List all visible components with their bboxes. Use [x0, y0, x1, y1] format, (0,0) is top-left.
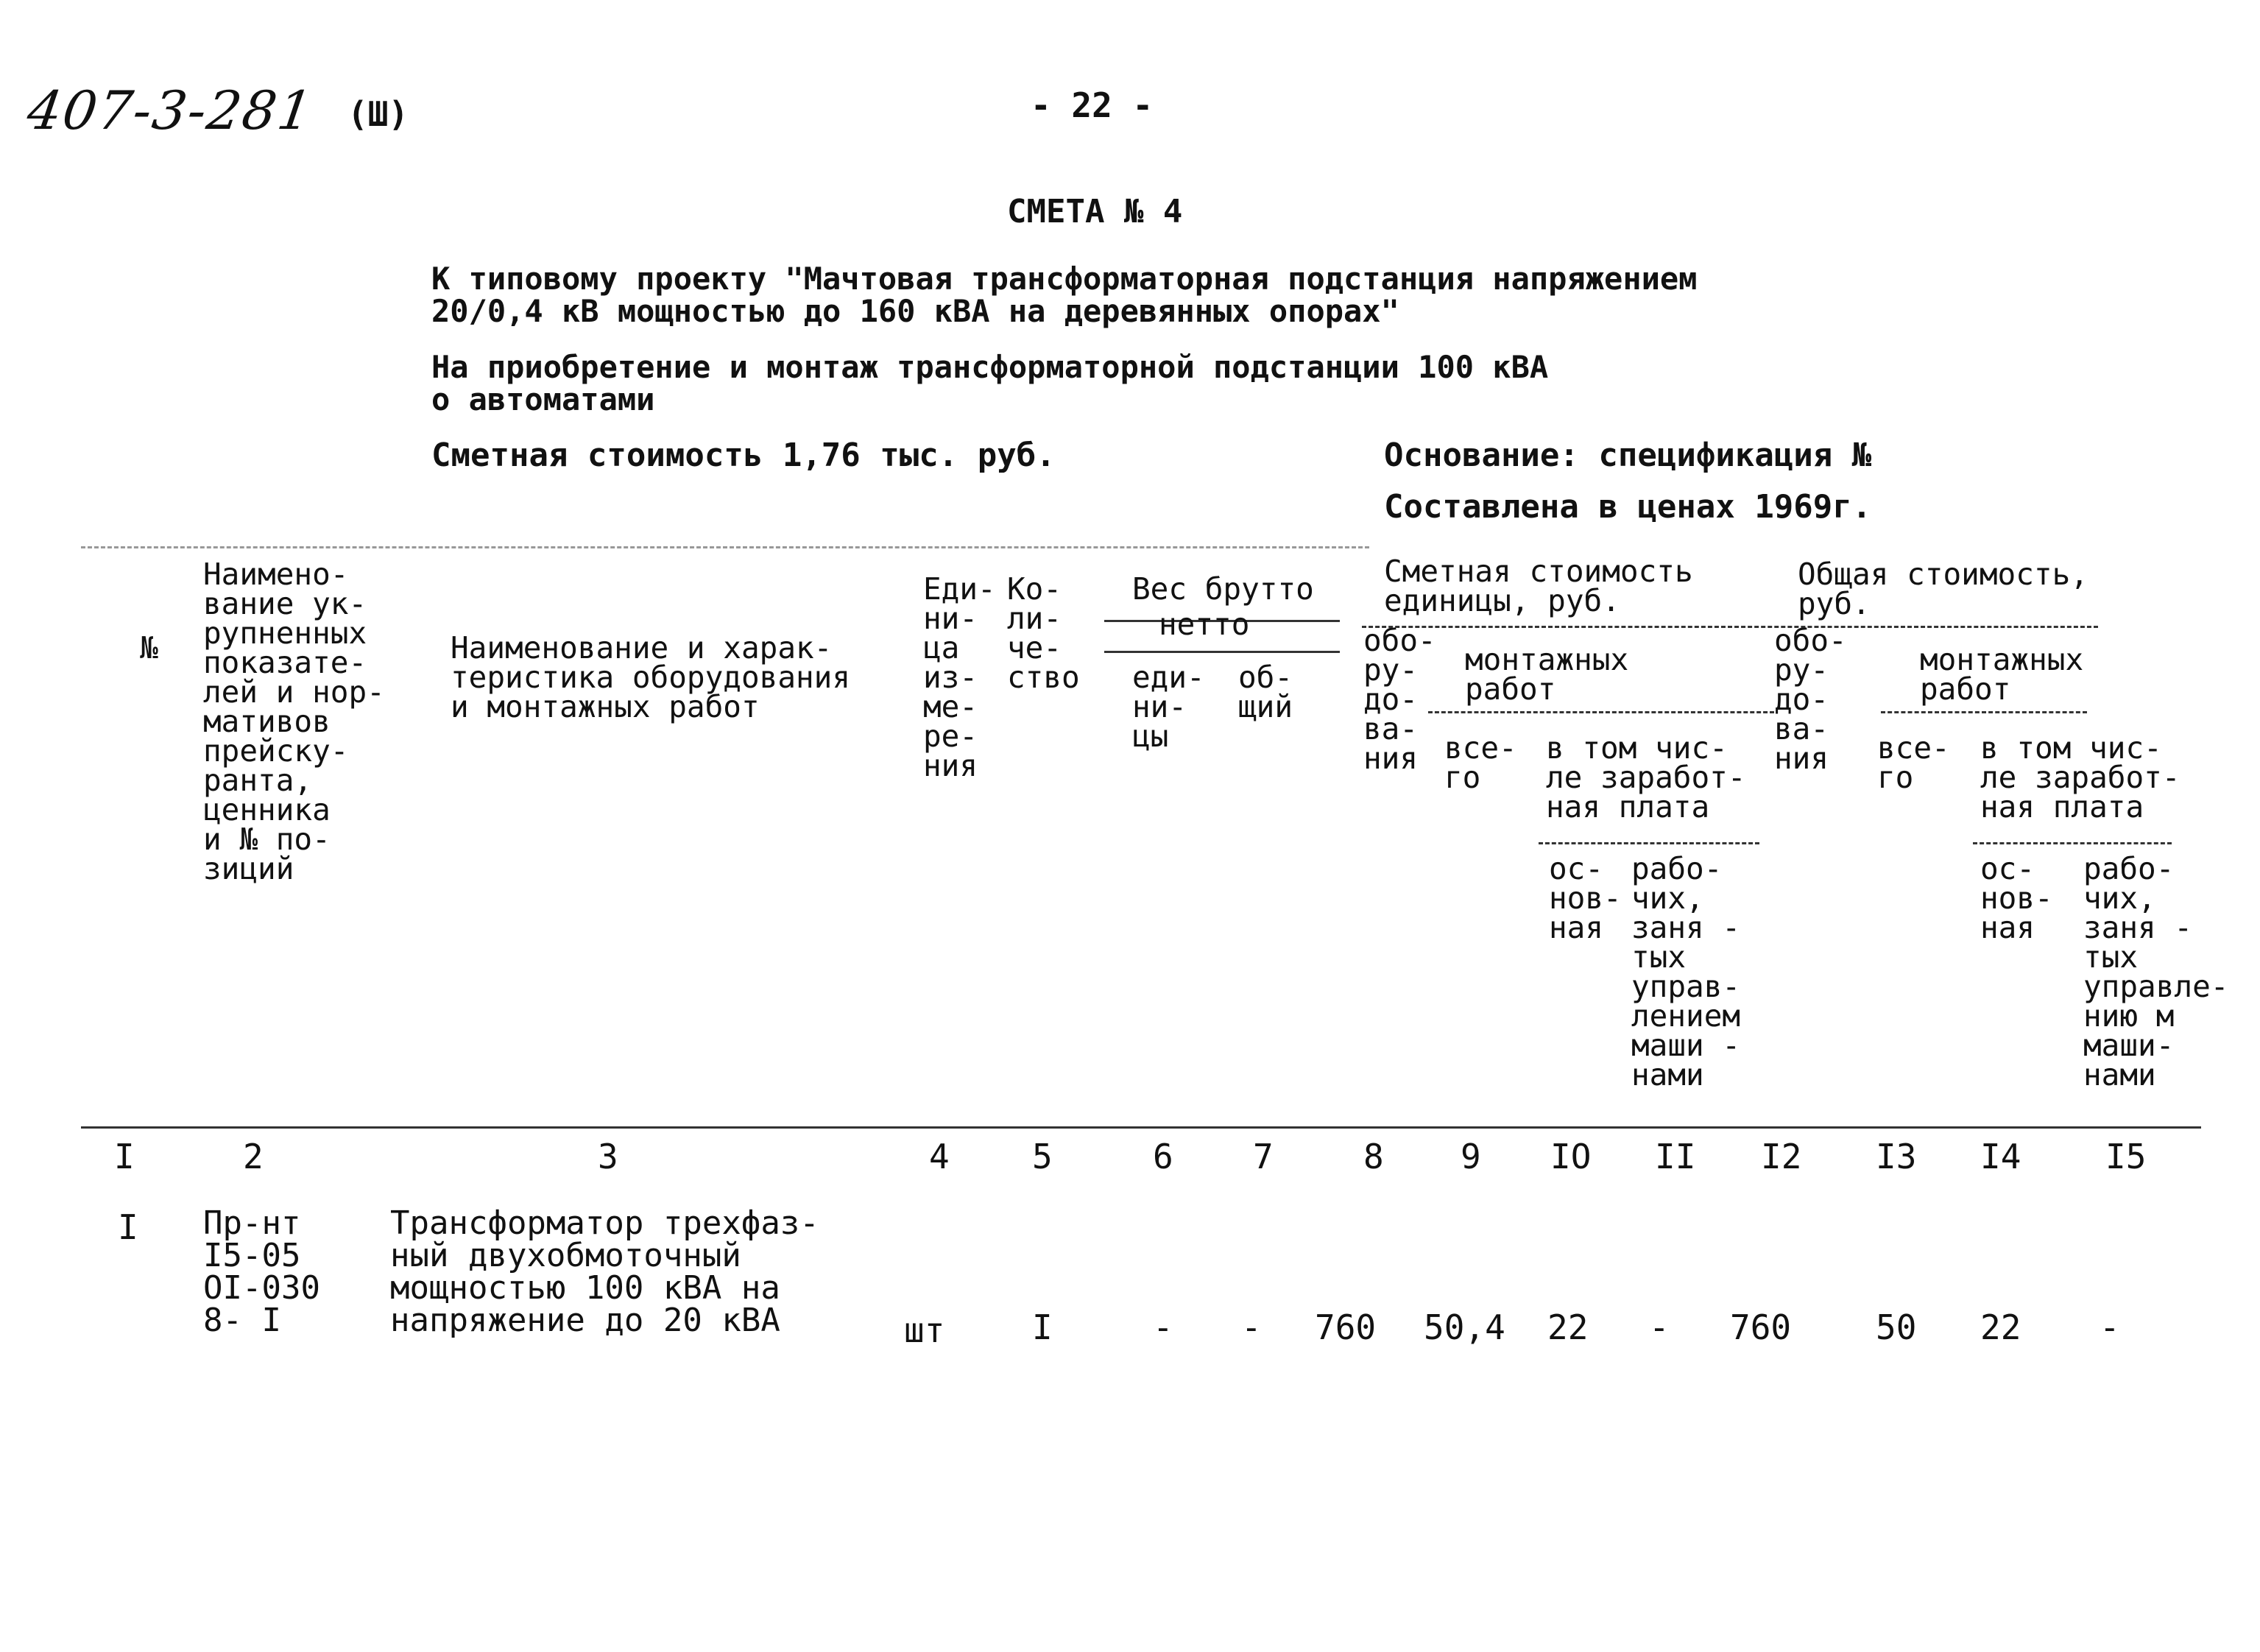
col-header-name: Наименование и харак- теристика оборудования и монтажных работ [451, 630, 851, 724]
unit-mont-rule [1428, 711, 1774, 713]
section-mark: (Ш) [347, 94, 409, 134]
col-number-13: I3 [1876, 1137, 1917, 1176]
col-number-1: I [114, 1137, 135, 1176]
col-number-3: 3 [598, 1137, 618, 1176]
col-number-9: 9 [1461, 1137, 1481, 1176]
col-header-pricelist: Наимено- вание ук- рупненных показате- лей и нор- мативов прейску- ранта, ценника и № по- зиций [203, 557, 385, 886]
basis: Основание: спецификация № [1384, 437, 1872, 474]
col-header-vsego-total: все- го [1877, 730, 1950, 795]
row-unit: шт [904, 1310, 945, 1350]
col-header-mont-unit: монтажных работ [1465, 642, 1629, 707]
row-mont-unit: 50,4 [1424, 1307, 1505, 1347]
col-header-num: № [140, 630, 158, 666]
col-number-12: I2 [1761, 1137, 1802, 1176]
col-header-equip-total: обо- ру- до- ва- ния [1774, 623, 1847, 776]
document-title: СМЕТА № 4 [1007, 193, 1183, 230]
row-pricelist-code: Пр-нт I5-05 OI-030 8- I [203, 1204, 320, 1339]
col-header-unit-cost: Сметная стоимость единицы, руб. [1384, 554, 1693, 618]
col-header-total-cost: Общая стоимость, руб. [1798, 557, 2088, 621]
col-header-equip-unit: обо- ру- до- ва- ния [1363, 623, 1436, 776]
row-wage-mach-unit: - [1649, 1307, 1670, 1347]
intro-line-3: На приобретение и монтаж трансформаторной подстанции 100 кВА [431, 349, 1549, 385]
weight-netto-rule [1104, 651, 1340, 653]
col-header-wage-base-total: ос- нов- ная [1980, 851, 2053, 945]
row-weight-total: - [1241, 1307, 1262, 1347]
col-number-15: I5 [2105, 1137, 2147, 1176]
row-wage-mach-total: - [2100, 1307, 2120, 1347]
col-number-2: 2 [243, 1137, 264, 1176]
row-item-name: Трансформатор трехфаз- ный двухобмоточный мощностью 100 кВА на напряжение до 20 кВА [390, 1204, 819, 1339]
col-number-6: 6 [1153, 1137, 1173, 1176]
col-header-weight-unit: еди- ни- цы [1132, 660, 1205, 754]
row-qty: I [1032, 1307, 1053, 1347]
col-header-vsego-unit: все- го [1444, 730, 1517, 795]
row-equip-total: 760 [1730, 1307, 1792, 1347]
total-mont-rule [1881, 711, 2087, 713]
intro-line-1: К типовому проекту "Мачтовая трансформаторная подстанция напряжением [431, 261, 1698, 297]
row-mont-total: 50 [1876, 1307, 1917, 1347]
price-level: Составлена в ценах 1969г. [1384, 488, 1872, 526]
row-equip-unit: 760 [1315, 1307, 1377, 1347]
total-wage-rule [1973, 842, 2172, 844]
col-number-14: I4 [1980, 1137, 2021, 1176]
col-header-weight-brutto: Вес брутто [1132, 571, 1314, 607]
intro-line-2: 20/0,4 кВ мощностью до 160 кВА на деревянных опорах" [431, 293, 1399, 329]
document-code: 407-3-281 [24, 80, 318, 141]
unit-wage-rule [1539, 842, 1759, 844]
intro-line-4: о автоматами [431, 381, 655, 417]
col-header-weight-total: об- щий [1238, 660, 1293, 724]
col-number-10: IO [1550, 1137, 1592, 1176]
col-number-7: 7 [1253, 1137, 1274, 1176]
col-number-11: II [1655, 1137, 1696, 1176]
header-top-rule [81, 546, 1369, 548]
col-header-wage-total: в том чис- ле заработ- ная плата [1980, 730, 2180, 825]
col-header-wage-mach-total: рабо- чих, заня - тых управле- нию м маши- нами [2083, 851, 2229, 1092]
col-header-unit: Еди- ни- ца из- ме- ре- ния [923, 571, 996, 783]
col-header-mont-total: монтажных работ [1920, 642, 2084, 707]
col-number-5: 5 [1032, 1137, 1053, 1176]
col-number-4: 4 [929, 1137, 950, 1176]
cost-group-rule [1362, 626, 2098, 628]
col-header-weight-netto: нетто [1159, 607, 1250, 642]
col-number-8: 8 [1363, 1137, 1384, 1176]
header-bottom-rule [81, 1126, 2201, 1129]
col-header-wage-unit: в том чис- ле заработ- ная плата [1546, 730, 1746, 825]
col-header-wage-mach-unit: рабо- чих, заня - тых управ- лением маши - нами [1631, 851, 1741, 1092]
row-wage-base-total: 22 [1980, 1307, 2021, 1347]
row-weight-unit: - [1153, 1307, 1173, 1347]
estimated-cost: Сметная стоимость 1,76 тыс. руб. [431, 437, 1056, 474]
page-number: - 22 - [1031, 85, 1154, 125]
row-wage-base-unit: 22 [1547, 1307, 1589, 1347]
row-number: I [118, 1207, 138, 1247]
col-header-qty: Ко- ли- че- ство [1007, 571, 1080, 695]
col-header-wage-base-unit: ос- нов- ная [1549, 851, 1622, 945]
